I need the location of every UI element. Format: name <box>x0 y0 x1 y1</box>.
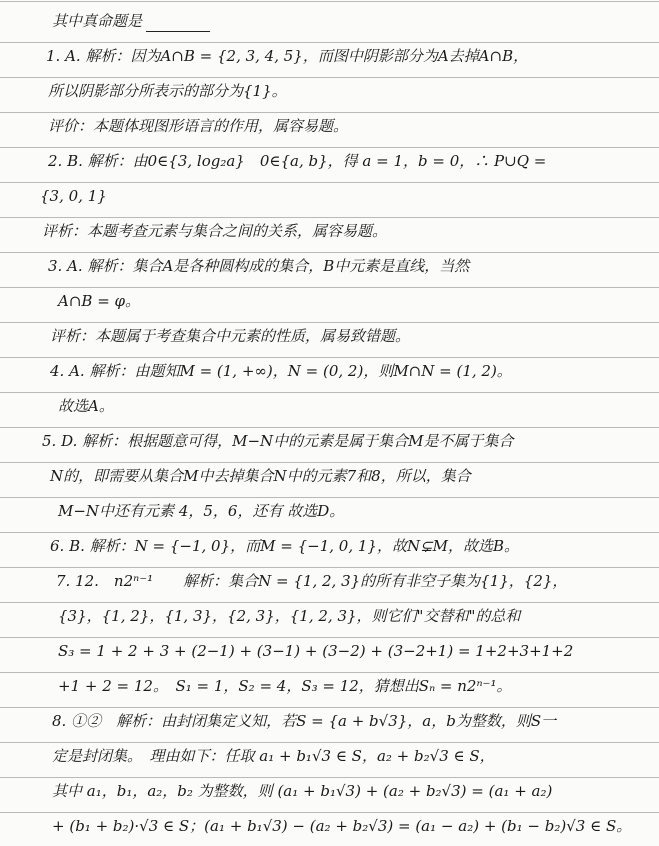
line-text: + (b₁ + b₂)·√3 ∈ S；(a₁ + b₁√3) − (a₂ + b₂√3) = (a₁ − a₂) + (b₁ − b₂)√3 ∈ S。 <box>52 817 632 835</box>
answer-5-line <box>0 424 659 458</box>
line-text: 8. ①② 解析：由封闭集定义知，若S = {a + b√3}，a，b为整数，则S一 <box>52 712 557 730</box>
line-text: 2. B. 解析：由0∈{3, log₂a} 0∈{a, b}，得 a = 1，b = 0，∴ P∪Q = <box>48 152 547 170</box>
line-text: 其中 a₁，b₁，a₂，b₂ 为整数，则 (a₁ + b₁√3) + (a₂ + b₂√3) = (a₁ + a₂) <box>52 782 553 800</box>
answer-3-line <box>0 249 659 283</box>
answer-8-continued <box>0 739 659 773</box>
answer-4-line <box>0 354 659 388</box>
answer-2-continued <box>0 179 659 213</box>
line-text: M−N中还有元素 4，5，6，还有 故选D。 <box>58 502 345 520</box>
line-text: 7. 12. n2ⁿ⁻¹ 解析：集合N = {1, 2, 3}的所有非空子集为{1}，{2}， <box>56 572 568 590</box>
answer-2-line <box>0 144 659 178</box>
line-text: 评析：本题属于考查集合中元素的性质，属易致错题。 <box>50 327 411 345</box>
answer-4-continued <box>0 389 659 423</box>
line-text: 4. A. 解析：由题知M = (1, +∞)，N = (0, 2)，则M∩N = (1, 2)。 <box>50 362 512 380</box>
answer-7-conclusion <box>0 669 659 703</box>
line-text: {3}，{1, 2}，{1, 3}，{2, 3}，{1, 2, 3}，则它们"交替和"的总和 <box>58 607 521 625</box>
answer-6-line <box>0 529 659 563</box>
answer-8-continued-2 <box>0 774 659 808</box>
line-text: 评价：本题体现图形语言的作用，属容易题。 <box>48 117 349 135</box>
answer-1-continued <box>0 74 659 108</box>
answer-blank <box>146 13 210 32</box>
line-text: S₃ = 1 + 2 + 3 + (2−1) + (3−1) + (3−2) + (3−2+1) = 1+2+3+1+2 <box>58 642 574 660</box>
answer-5-continued-2 <box>0 494 659 528</box>
line-text: +1 + 2 = 12。 S₁ = 1，S₂ = 4，S₃ = 12，猜想出Sₙ = n2ⁿ⁻¹。 <box>58 677 512 695</box>
line-text: A∩B = φ。 <box>58 292 141 310</box>
answer-8-continued-3 <box>0 809 659 843</box>
header-line <box>0 4 659 38</box>
line-text: N的，即需要从集合M中去掉集合N中的元素7和8，所以，集合 <box>50 467 471 485</box>
line-text: 其中真命题是 <box>52 12 143 30</box>
answer-7-formula <box>0 634 659 668</box>
line-text: 1. A. 解析：因为A∩B = {2, 3, 4, 5}，而图中阴影部分为A去掉A∩B， <box>46 47 529 65</box>
answer-3-comment <box>0 319 659 353</box>
line-text: 6. B. 解析：N = {−1, 0}，而M = {−1, 0, 1}，故N⊊M，故选B。 <box>50 537 520 555</box>
answer-7-continued <box>0 599 659 633</box>
answer-1-comment <box>0 109 659 143</box>
line-text: 5. D. 解析：根据题意可得，M−N中的元素是属于集合M是不属于集合 <box>42 432 514 450</box>
line-text: 故选A。 <box>58 397 114 415</box>
line-text: 所以阴影部分所表示的部分为{1}。 <box>48 82 287 100</box>
answer-5-continued <box>0 459 659 493</box>
line-text: 定是封闭集。 理由如下：任取 a₁ + b₁√3 ∈ S，a₂ + b₂√3 ∈ S， <box>52 747 495 765</box>
answer-3-continued <box>0 284 659 318</box>
line-text: 评析：本题考查元素与集合之间的关系，属容易题。 <box>42 222 388 240</box>
line-text: 3. A. 解析：集合A是各种圆构成的集合，B中元素是直线，当然 <box>48 257 470 275</box>
answer-7-line <box>0 564 659 598</box>
line-text: {3, 0, 1} <box>40 187 107 205</box>
answer-1-line <box>0 39 659 73</box>
answer-2-comment <box>0 214 659 248</box>
answer-8-line <box>0 704 659 738</box>
